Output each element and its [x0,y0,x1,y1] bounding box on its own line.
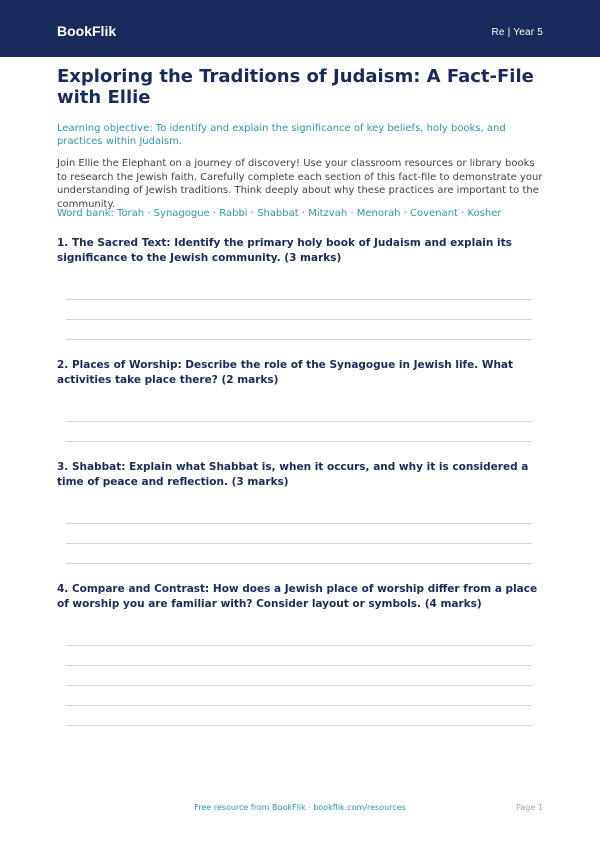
brand-logo: BookFlik [57,23,117,39]
question-2: 2. Places of Worship: Describe the role of the Synagogue in Jewish life. What activities take place there? (2 marks) [57,359,514,386]
answer-line[interactable] [66,645,532,646]
subject-year-label: Re | Year 5 [491,27,543,38]
answer-line[interactable] [66,705,532,706]
answer-line[interactable] [66,299,532,300]
worksheet-title: Exploring the Traditions of Judaism: A Fact-File with Ellie [57,66,534,108]
answer-line[interactable] [66,421,532,422]
intro-paragraph: Join Ellie the Elephant on a journey of discovery! Use your classroom resources or library books to research the Jewish faith. Carefully complete each section of this fact-file to demonstrate your understanding of Jewish traditions. Think deeply about why these practices are important to the community. [57,158,543,210]
answer-line[interactable] [66,339,532,340]
answer-line[interactable] [66,665,532,666]
footer-credit[interactable]: Free resource from BookFlik · bookflik.com/resources [194,803,406,812]
question-1: 1. The Sacred Text: Identify the primary holy book of Judaism and explain its significance to the Jewish community. (3 marks) [57,237,512,264]
answer-line[interactable] [66,685,532,686]
answer-line[interactable] [66,441,532,442]
answer-line[interactable] [66,543,532,544]
answer-line[interactable] [66,523,532,524]
question-4: 4. Compare and Contrast: How does a Jewish place of worship differ from a place of worship you are familiar with? Consider layout or symbols. (4 marks) [57,583,538,610]
answer-line[interactable] [66,319,532,320]
answer-line[interactable] [66,563,532,564]
question-3: 3. Shabbat: Explain what Shabbat is, when it occurs, and why it is considered a time of peace and reflection. (3 marks) [57,461,529,488]
learning-objective: Learning objective: To identify and explain the significance of key beliefs, holy books, and practices within Judaism. [57,123,506,147]
answer-line[interactable] [66,725,532,726]
word-bank: Word bank: Torah · Synagogue · Rabbi · Shabbat · Mitzvah · Menorah · Covenant · Kosher [57,208,502,219]
top-banner [0,0,600,57]
page-number: Page 1 [516,803,543,812]
